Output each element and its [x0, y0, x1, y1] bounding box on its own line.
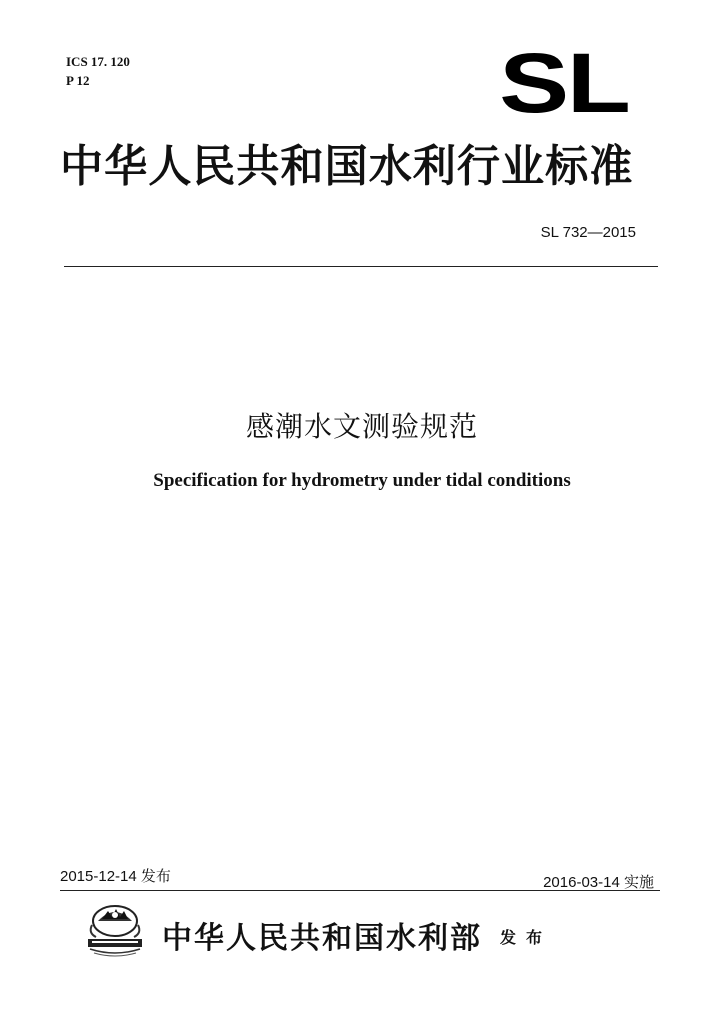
issuer-action: 发布	[500, 928, 553, 947]
p-code: P 12	[66, 73, 90, 88]
document-title-chinese: 感潮水文测验规范	[245, 410, 478, 443]
issue-date: 2015-12-14 发布	[60, 868, 171, 885]
ics-code: ICS 17. 120	[66, 54, 130, 69]
classification-codes	[66, 52, 130, 90]
top-divider	[64, 266, 658, 267]
ministry-emblem-icon	[78, 897, 152, 959]
bottom-divider	[60, 890, 660, 891]
implementation-date: 2016-03-14 实施	[543, 874, 654, 891]
document-title-english: Specification for hydrometry under tidal conditions	[153, 470, 571, 491]
sl-logo: SL	[498, 36, 628, 130]
standard-code: SL 732—2015	[540, 224, 636, 241]
standard-category-title: 中华人民共和国水利行业标准	[60, 141, 634, 192]
issuer-name: 中华人民共和国水利部	[162, 921, 482, 956]
